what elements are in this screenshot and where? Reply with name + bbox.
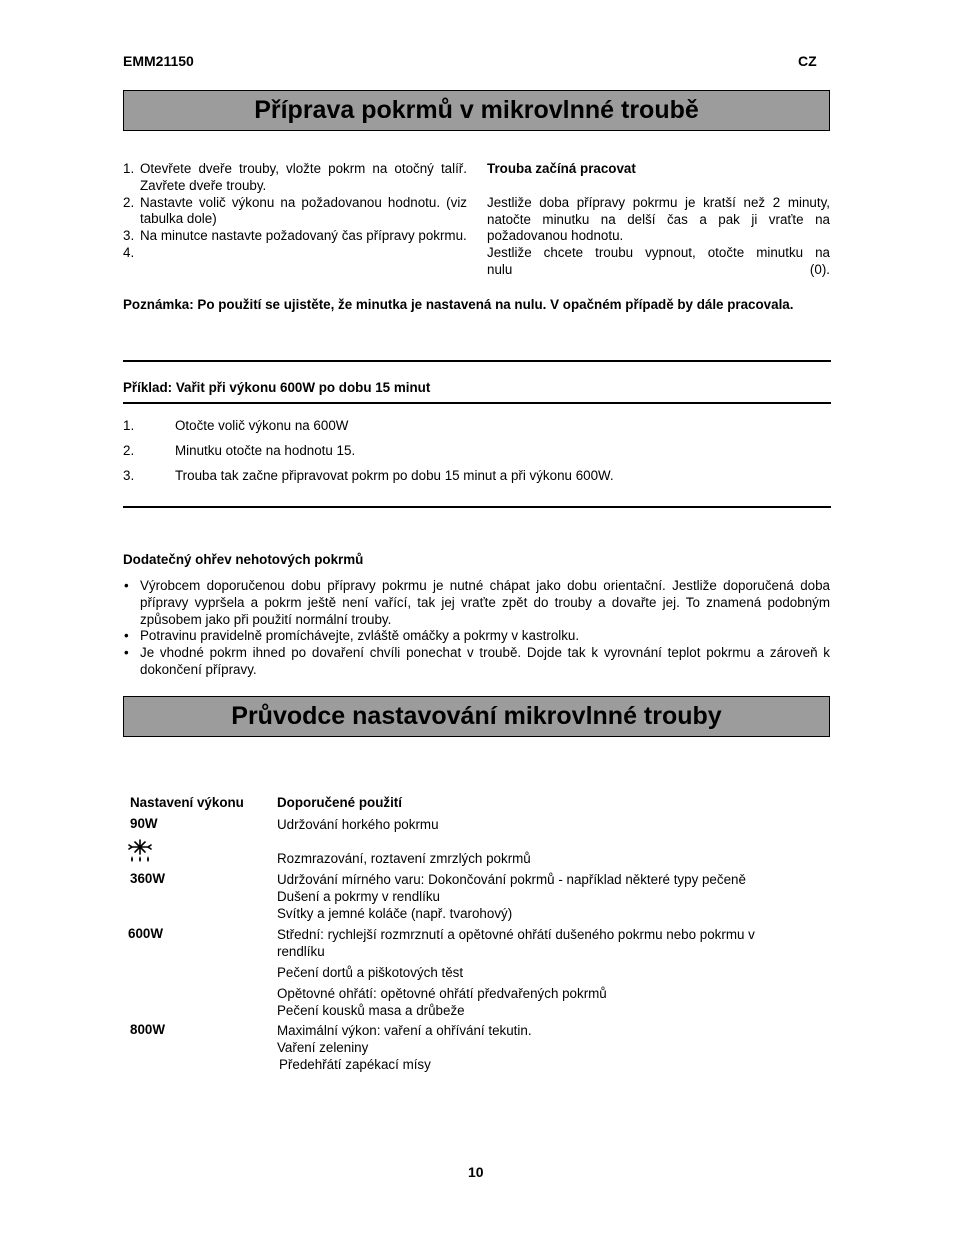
step-number: 2. — [123, 443, 135, 458]
use-800w-line: Vaření zeleniny — [277, 1040, 369, 1055]
use-360w-line: Dušení a pokrmy v rendlíku — [277, 889, 440, 904]
switch-off-paragraph-line2 — [487, 262, 830, 279]
list-item-number: 3. — [123, 228, 135, 244]
bullet-item — [123, 628, 830, 645]
power-label-90w: 90W — [130, 816, 158, 831]
section-title-preparation — [123, 90, 830, 131]
power-label-600w: 600W — [128, 926, 163, 941]
reheat-bullet-list — [123, 578, 830, 679]
language-code: CZ — [798, 53, 817, 69]
list-item-number: 1. — [123, 161, 135, 176]
oven-starts-heading: Trouba začíná pracovat — [487, 161, 636, 176]
note-text: Poznámka: Po použití se ujistěte, že minutka je nastavená na nulu. V opačném případě by dále pracovala. — [123, 297, 794, 312]
step-text: Minutku otočte na hodnotu 15. — [175, 443, 356, 458]
list-item-text: Na minutce nastavte požadovaný čas přípravy pokrmu. — [140, 228, 467, 244]
use-600w-line: Střední: rychlejší rozmrznutí a opětovné ohřátí dušeného pokrmu nebo pokrmu v — [277, 927, 755, 942]
switch-off-zero: (0). — [809, 261, 830, 277]
use-90w: Udržování horkého pokrmu — [277, 817, 439, 832]
section-title-text: Průvodce nastavování mikrovlnné trouby — [231, 702, 722, 730]
section-title-text: Příprava pokrmů v mikrovlnné troubě — [254, 96, 699, 124]
list-item-number: 2. — [123, 194, 135, 210]
preparation-steps-list — [123, 161, 467, 262]
defrost-snowflake-icon — [126, 838, 154, 864]
power-label-800w: 800W — [130, 1022, 165, 1037]
section-title-guide — [123, 696, 830, 737]
oven-starts-block — [487, 161, 830, 279]
divider — [123, 506, 831, 508]
use-800w-line: Předehřátí zapékací mísy — [279, 1057, 431, 1072]
step-text: Otočte volič výkonu na 600W — [175, 418, 349, 433]
list-item-text — [140, 245, 467, 262]
divider — [123, 402, 831, 404]
step-number: 3. — [123, 468, 135, 483]
bullet-text: Je vhodné pokrm ihned po dovaření chvíli ponechat v troubě. Dojde tak k vyrovnání teplot pokrmu a zároveň k dokončení přípravy. — [140, 645, 830, 677]
use-600w-line: Pečení kousků masa a drůbeže — [277, 1003, 465, 1018]
use-360w-line: Udržování mírného varu: Dokončování pokrmů - například některé typy pečeně — [277, 872, 746, 887]
list-item — [123, 161, 467, 195]
use-360w-line: Svítky a jemné koláče (např. tvarohový) — [277, 906, 513, 921]
short-time-paragraph: Jestliže doba přípravy pokrmu je kratší než 2 minuty, natočte minutku na delší čas a pak ji vraťte na požadovanou hodnotu. — [487, 194, 830, 244]
power-label-360w: 360W — [130, 871, 165, 886]
bullet-item — [123, 578, 830, 628]
bullet-marker: • — [124, 645, 129, 661]
switch-off-paragraph-line1: Jestliže chcete troubu vypnout, otočte minutku na — [487, 245, 830, 261]
page-number: 10 — [468, 1164, 484, 1180]
use-600w-line: Opětovné ohřátí: opětovné ohřátí předvařených pokrmů — [277, 986, 607, 1001]
use-600w-line: rendlíku — [277, 944, 325, 959]
list-item — [123, 228, 467, 245]
use-800w-line: Maximální výkon: vaření a ohřívání tekutin. — [277, 1023, 532, 1038]
bullet-marker: • — [124, 628, 129, 644]
step-text: Trouba tak začne připravovat pokrm po dobu 15 minut a při výkonu 600W. — [175, 468, 614, 483]
step-number: 1. — [123, 418, 135, 433]
bullet-marker: • — [124, 578, 129, 593]
list-item-text: Otevřete dveře trouby, vložte pokrm na otočný talíř. Zavřete dveře trouby. — [140, 161, 467, 193]
bullet-item — [123, 645, 830, 679]
guide-col-header-power: Nastavení výkonu — [130, 795, 244, 810]
switch-off-word: nulu — [487, 261, 513, 277]
use-600w-line: Pečení dortů a piškotových těst — [277, 965, 464, 980]
use-defrost: Rozmrazování, roztavení zmrzlých pokrmů — [277, 851, 531, 866]
bullet-text: Výrobcem doporučenou dobu přípravy pokrmu je nutné chápat jako dobu orientační. Jestliže doporučená doba přípravy vypršela a pokrm ještě není vařící, tak jej vraťte zpět do trouby a dovařte jej. To znamená podobným způsobem jako při použití normální trouby. — [140, 578, 830, 627]
example-heading: Příklad: Vařit při výkonu 600W po dobu 15 minut — [123, 380, 431, 395]
reheat-heading: Dodatečný ohřev nehotových pokrmů — [123, 552, 364, 567]
list-item — [123, 245, 467, 262]
list-item — [123, 195, 467, 229]
guide-col-header-use: Doporučené použití — [277, 795, 402, 810]
divider — [123, 360, 831, 362]
model-number: EMM21150 — [123, 53, 194, 69]
list-item-number: 4. — [123, 244, 135, 260]
bullet-text: Potravinu pravidelně promíchávejte, zvláště omáčky a pokrmy v kastrolku. — [140, 628, 580, 644]
list-item-text: Nastavte volič výkonu na požadovanou hodnotu. (viz tabulka dole) — [140, 194, 467, 227]
